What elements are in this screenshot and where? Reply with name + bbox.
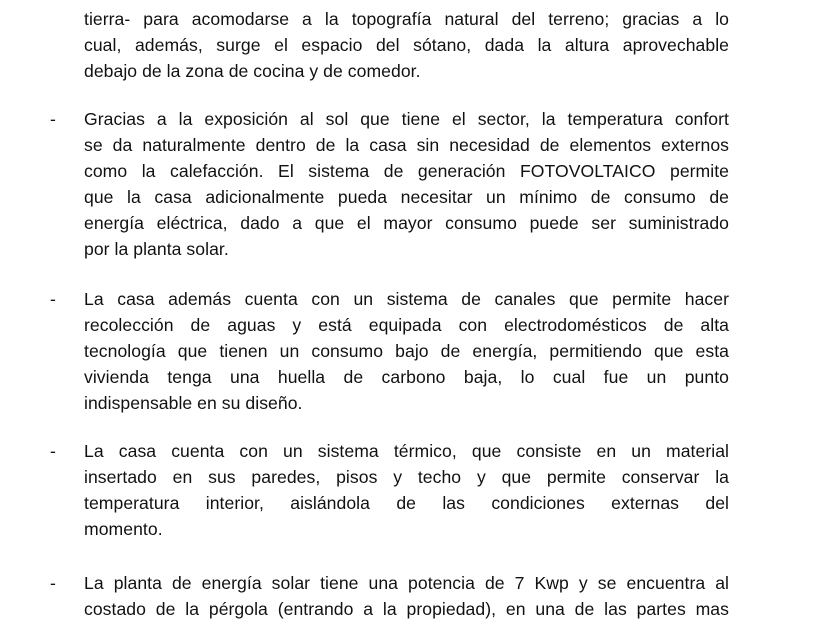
text-line: que la casa adicionalmente pueda necesitar un mínimo de consumo de <box>84 187 729 207</box>
text-line: vivienda tenga una huella de carbono baja, lo cual fue un punto <box>84 367 729 387</box>
bullet-dash: - <box>50 109 56 129</box>
text-line: momento. <box>84 519 163 539</box>
paragraph-5 <box>84 570 729 622</box>
text-line: indispensable en su diseño. <box>84 393 303 413</box>
text-line: insertado en sus paredes, pisos y techo y que permite conservar la <box>84 467 729 487</box>
bullet-dash: - <box>50 289 56 309</box>
text-line: tecnología que tienen un consumo bajo de energía, permitiendo que esta <box>84 341 729 361</box>
text-line: costado de la pérgola (entrando a la propiedad), en una de las partes mas <box>84 599 729 619</box>
bullet-dash: - <box>50 441 56 461</box>
paragraph-1 <box>84 6 729 84</box>
text-line: tierra- para acomodarse a la topografía natural del terreno; gracias a lo <box>84 9 729 29</box>
text-line: cual, además, surge el espacio del sótano, dada la altura aprovechable <box>84 35 729 55</box>
text-line: se da naturalmente dentro de la casa sin necesidad de elementos externos <box>84 135 729 155</box>
paragraph-2 <box>84 106 729 262</box>
text-line: por la planta solar. <box>84 239 229 259</box>
text-line: temperatura interior, aislándola de las condiciones externas del <box>84 493 729 513</box>
text-line: debajo de la zona de cocina y de comedor. <box>84 61 421 81</box>
text-line: Gracias a la exposición al sol que tiene el sector, la temperatura confort <box>84 109 729 129</box>
text-line: La casa además cuenta con un sistema de canales que permite hacer <box>84 289 729 309</box>
text-line: La planta de energía solar tiene una potencia de 7 Kwp y se encuentra al <box>84 573 729 593</box>
text-line: como la calefacción. El sistema de generación FOTOVOLTAICO permite <box>84 161 729 181</box>
paragraph-4 <box>84 438 729 542</box>
text-line: energía eléctrica, dado a que el mayor consumo puede ser suministrado <box>84 213 729 233</box>
text-line: La casa cuenta con un sistema térmico, que consiste en un material <box>84 441 729 461</box>
bullet-dash: - <box>50 573 56 593</box>
paragraph-3 <box>84 286 729 416</box>
text-line: recolección de aguas y está equipada con electrodomésticos de alta <box>84 315 729 335</box>
